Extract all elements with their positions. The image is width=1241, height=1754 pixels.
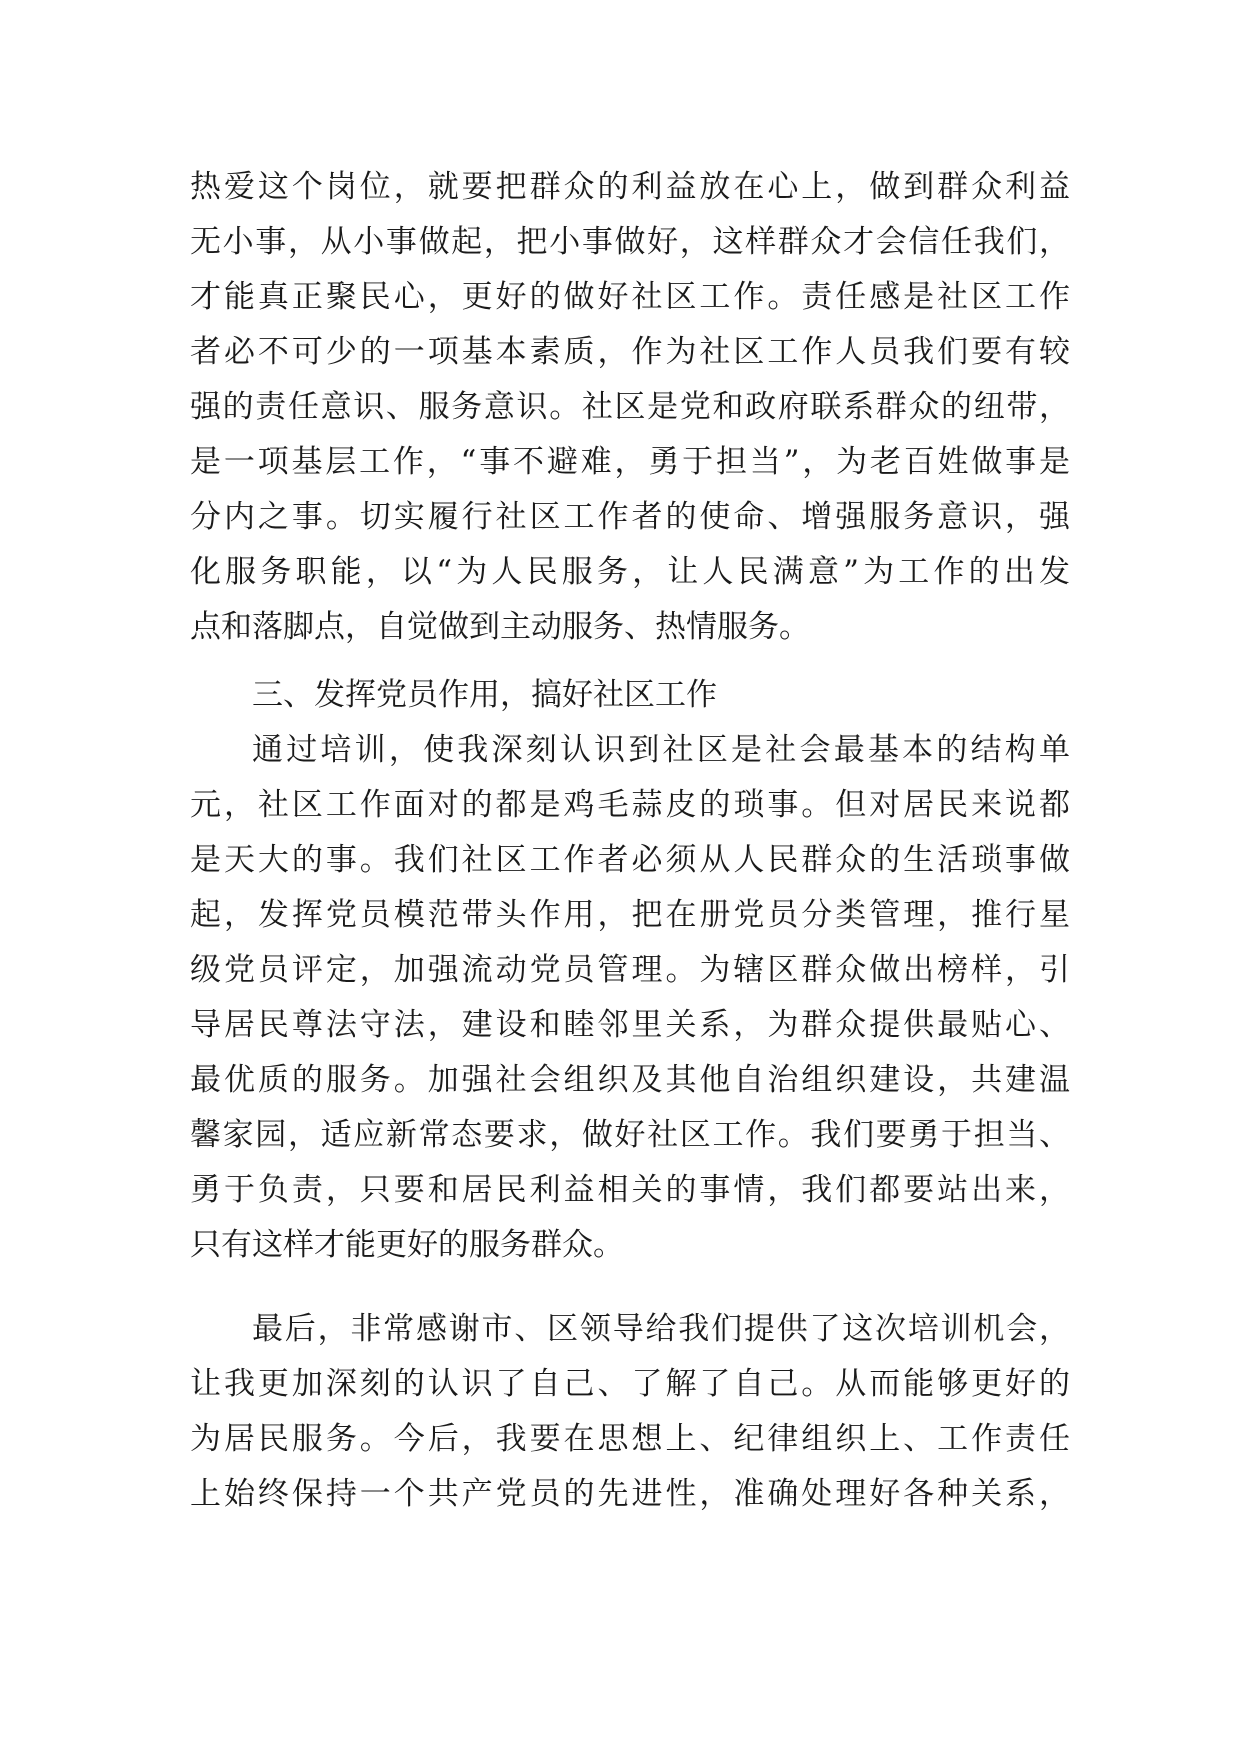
section-heading: 三、发挥党员作用，搞好社区工作: [252, 677, 717, 713]
paragraph-conclusion: [190, 1302, 1070, 1522]
paragraph-line: 者必不可少的一项基本素质，作为社区工作人员我们要有较: [190, 334, 1070, 370]
paragraph-line: 分内之事。切实履行社区工作者的使命、增强服务意识，强: [190, 499, 1070, 535]
paragraph-line: 无小事，从小事做起，把小事做好，这样群众才会信任我们，: [190, 224, 1070, 260]
paragraph-line: 是天大的事。我们社区工作者必须从人民群众的生活琐事做: [190, 842, 1070, 878]
paragraph-line: 才能真正聚民心，更好的做好社区工作。责任感是社区工作: [190, 279, 1070, 315]
paragraph-line: 最优质的服务。加强社会组织及其他自治组织建设，共建温: [190, 1062, 1070, 1098]
paragraph-line: 导居民尊法守法，建设和睦邻里关系，为群众提供最贴心、: [190, 1007, 1070, 1043]
paragraph-line: 是一项基层工作，“事不避难，勇于担当”，为老百姓做事是: [190, 444, 1070, 480]
paragraph-line: 只有这样才能更好的服务群众。: [190, 1227, 624, 1263]
paragraph-line: 让我更加深刻的认识了自己、了解了自己。从而能够更好的: [190, 1366, 1070, 1402]
paragraph-line: 勇于负责，只要和居民利益相关的事情，我们都要站出来，: [190, 1172, 1070, 1208]
paragraph-line: 点和落脚点，自觉做到主动服务、热情服务。: [190, 609, 810, 645]
paragraph-line: 馨家园，适应新常态要求，做好社区工作。我们要勇于担当、: [190, 1117, 1070, 1153]
paragraph-line: 上始终保持一个共产党员的先进性，准确处理好各种关系，: [190, 1476, 1070, 1512]
paragraph-line: 最后，非常感谢市、区领导给我们提供了这次培训机会，: [252, 1311, 1070, 1347]
paragraph-line: 化服务职能，以“为人民服务，让人民满意”为工作的出发: [190, 554, 1070, 590]
paragraph-line: 通过培训，使我深刻认识到社区是社会最基本的结构单: [252, 732, 1070, 768]
paragraph-responsibility: [190, 160, 1070, 655]
paragraph-line: 级党员评定，加强流动党员管理。为辖区群众做出榜样，引: [190, 952, 1070, 988]
section-three: [190, 668, 1070, 1273]
paragraph-line: 热爱这个岗位，就要把群众的利益放在心上，做到群众利益: [190, 169, 1070, 205]
paragraph-line: 元，社区工作面对的都是鸡毛蒜皮的琐事。但对居民来说都: [190, 787, 1070, 823]
paragraph-line: 为居民服务。今后，我要在思想上、纪律组织上、工作责任: [190, 1421, 1070, 1457]
paragraph-line: 起，发挥党员模范带头作用，把在册党员分类管理，推行星: [190, 897, 1070, 933]
paragraph-line: 强的责任意识、服务意识。社区是党和政府联系群众的纽带，: [190, 389, 1070, 425]
